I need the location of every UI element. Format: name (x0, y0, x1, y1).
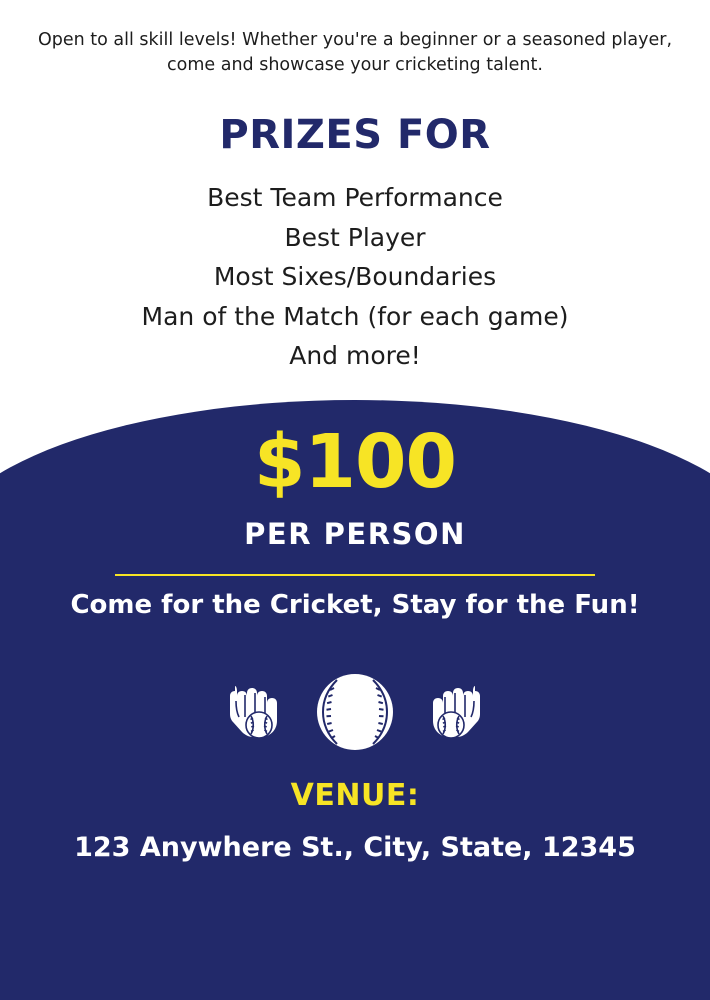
navy-panel-content (0, 400, 710, 1000)
cricket-glove-left-icon (215, 669, 301, 755)
prize-item: Best Team Performance (207, 183, 503, 212)
cricket-ball-icon (307, 664, 403, 760)
intro-paragraph: Open to all skill levels! Whether you're a beginner or a seasoned player, come and showcase your cricketing talent. (37, 30, 673, 76)
yellow-divider (115, 574, 595, 576)
venue-address: 123 Anywhere St., City, State, 12345 (74, 832, 636, 863)
prize-item: Best Player (284, 222, 426, 252)
prizes-heading: PRIZES FOR (219, 112, 491, 158)
prize-item: And more! (289, 341, 421, 370)
price-unit: PER PERSON (244, 517, 466, 551)
prize-list (0, 178, 710, 376)
prize-item: Most Sixes/Boundaries (213, 262, 497, 291)
cricket-glove-right-icon (409, 669, 495, 755)
prize-item: Man of the Match (for each game) (141, 301, 569, 331)
price-amount: $100 (254, 419, 456, 505)
navy-curved-panel (0, 400, 710, 1000)
tagline: Come for the Cricket, Stay for the Fun! (70, 590, 640, 620)
venue-label: VENUE: (290, 778, 420, 813)
icons-row (0, 662, 710, 762)
